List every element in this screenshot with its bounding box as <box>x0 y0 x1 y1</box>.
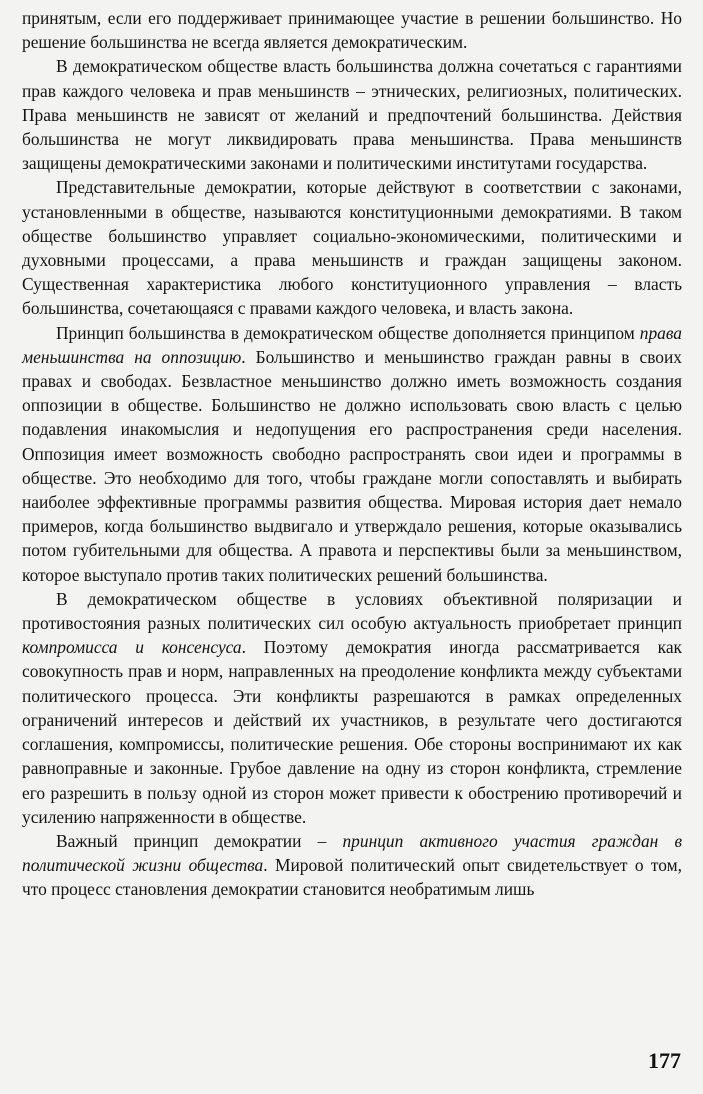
paragraph-5 <box>22 587 682 829</box>
paragraph-6-text-end: . Мировой политический опыт свидетельствует о том, что процесс становления демократии становится необратимым лишь <box>22 855 682 900</box>
paragraph-4-emphasis: права меньшинства на оппозицию <box>22 322 682 367</box>
paragraph-2 <box>22 54 682 175</box>
paragraph-2-text: В демократическом обществе власть большинства должна сочетаться с гарантиями прав каждого человека и прав меньшинств – этнических, религиозных, политических. Права меньшинств не зависят от желаний и предпочтений большинства. Действия большинства не могут ликвидировать права меньшинства. Права меньшинств защищены демократическими законами и политическими институтами государства. <box>22 56 682 174</box>
paragraph-3-text: Представительные демократии, которые действуют в соответствии с законами, установленными в обществе, называются конституционными демократиями. В таком обществе большинство управляет социально-экономическими, политическими и духовными процессами, а права меньшинств и граждан защищены законом. Существенная характеристика любого конституционного управления – власть большинства, сочетающаяся с правами каждого человека, и власть закона. <box>22 177 682 319</box>
paragraph-5-emphasis: компромисса и консенсуса <box>22 637 242 658</box>
paragraph-6-emphasis: принцип активного участия граждан в политической жизни общества <box>22 830 682 876</box>
paragraph-6 <box>22 829 682 902</box>
paragraph-5-text-end: . Поэтому демократия иногда рассматривается как совокупность прав и норм, направленных на преодоление конфликта между субъектами политического процесса. Эти конфликты разрешаются в рамках определенных ограничений интересов и действий их участников, в результате чего достигаются соглашения, компромиссы, политические решения. Обе стороны воспринимают их как равноправные и законные. Грубое давление на одну из сторон конфликта, стремление его разрешить в пользу одной из сторон может привести к обострению противоречий и усилению напряженности в обществе. <box>22 637 682 827</box>
paragraph-3 <box>22 175 682 320</box>
paragraph-1-text: принятым, если его поддерживает принимающее участие в решении большинство. Но решение большинства не всегда является демократическим. <box>22 8 682 53</box>
paragraph-6-text-start: Важный принцип демократии – <box>56 830 343 851</box>
paragraph-4-text-end: . Большинство и меньшинство граждан равны в своих правах и свободах. Безвластное меньшинство должно иметь возможность создания оппозиции в обществе. Большинство не должно использовать свою власть с целью подавления инакомыслия и недопущения его распространения среди населения. Оппозиция имеет возможность свободно распространять свои идеи и программы в обществе. Это необходимо для того, чтобы граждане могли сопоставлять и выбирать наиболее эффективные программы развития общества. Мировая история дает немало примеров, когда большинство выдвигало и утверждало решения, которые оказывались потом губительными для общества. А правота и перспективы были за меньшинством, которое выступало против таких политических решений большинства. <box>22 346 682 585</box>
paragraph-5-text-start: В демократическом обществе в условиях объективной поляризации и противостояния разных политических сил особую актуальность приобретает принцип <box>22 588 682 634</box>
paragraph-1 <box>22 6 682 54</box>
page-text <box>22 6 682 902</box>
paragraph-4-text-start: Принцип большинства в демократическом обществе дополняется принципом <box>56 322 640 343</box>
paragraph-4 <box>22 321 682 587</box>
page-number: 177 <box>648 1048 681 1073</box>
